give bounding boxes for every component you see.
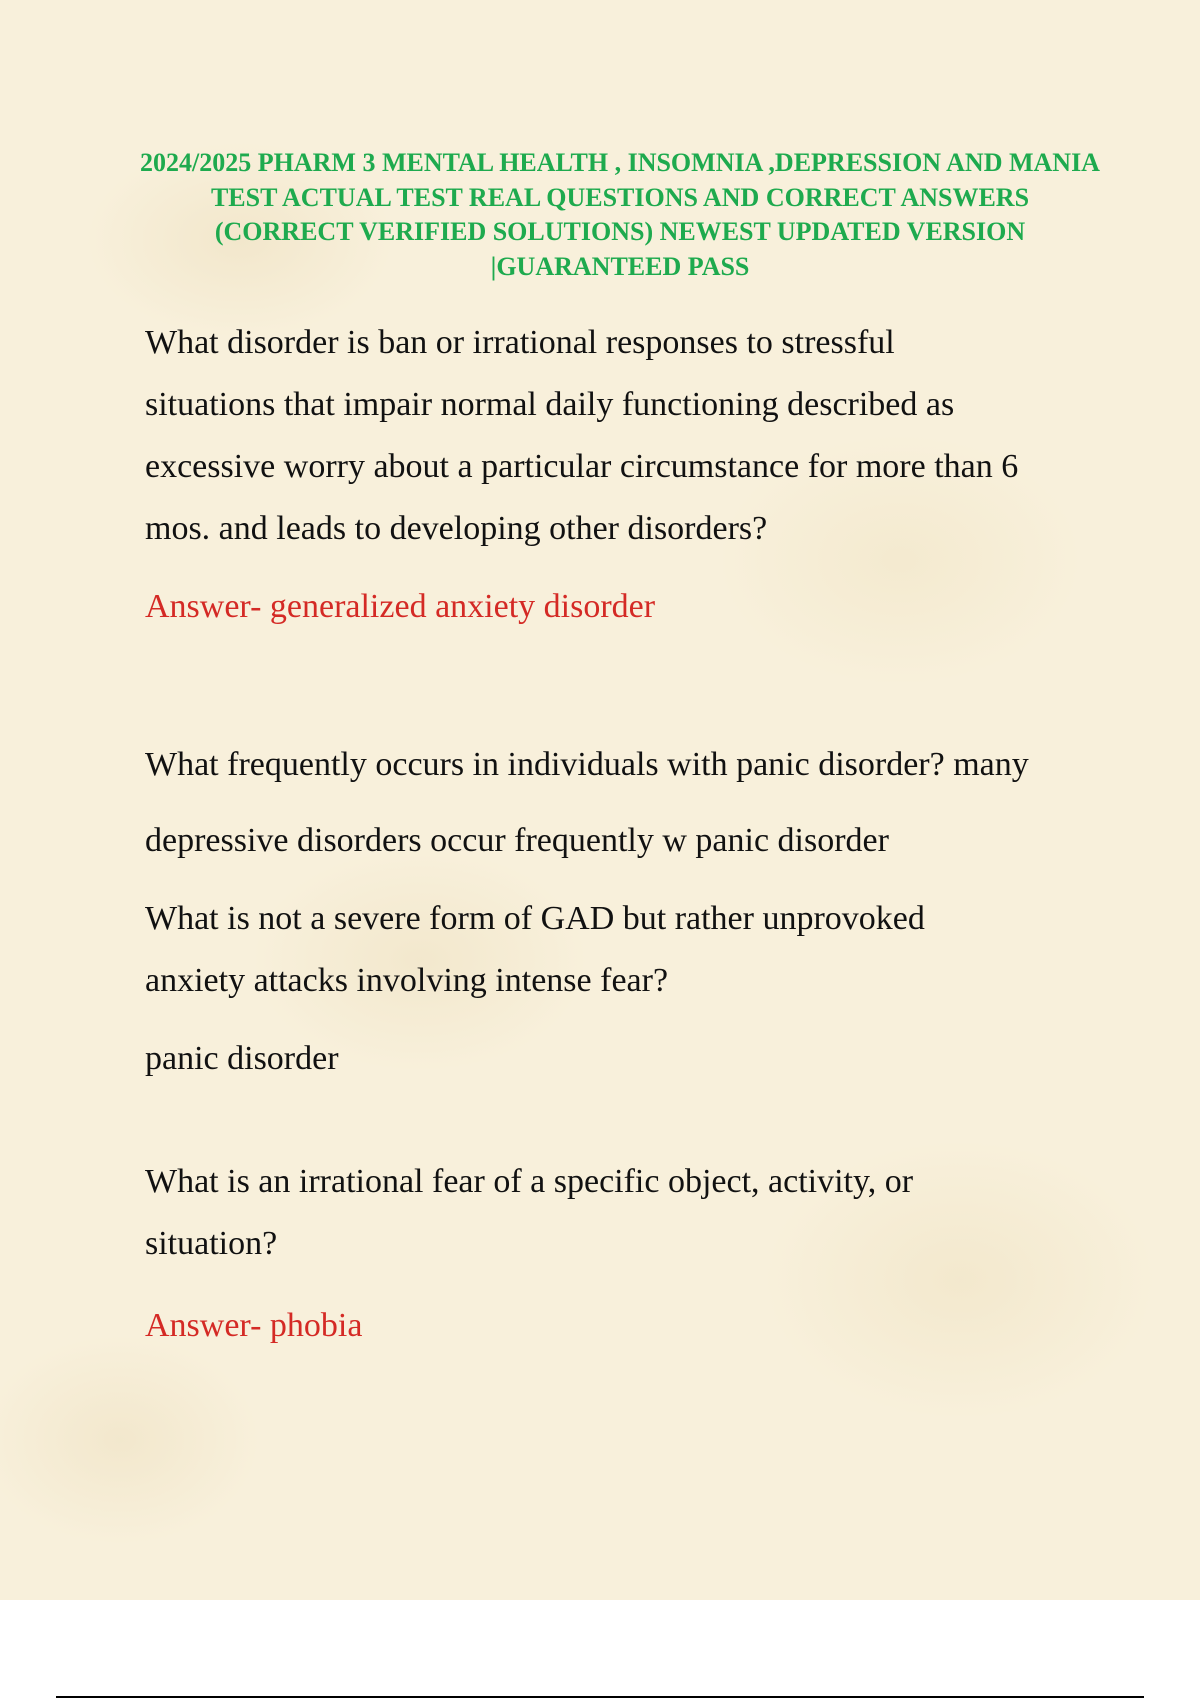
question-1-line-3: excessive worry about a particular circumstance for more than 6 — [145, 448, 1019, 485]
footer-divider — [56, 1696, 1144, 1698]
question-1-line-4: mos. and leads to developing other disorders? — [145, 510, 768, 547]
question-4-line-1: What is an irrational fear of a specific object, activity, or — [145, 1163, 914, 1200]
question-3-line-1: What is not a severe form of GAD but rather unprovoked — [145, 900, 925, 937]
answer-3: panic disorder — [145, 1040, 339, 1077]
question-3-line-2: anxiety attacks involving intense fear? — [145, 962, 669, 999]
answer-1: Answer- generalized anxiety disorder — [145, 588, 656, 625]
question-1-line-1: What disorder is ban or irrational responses to stressful — [145, 324, 895, 361]
question-4-line-2: situation? — [145, 1225, 278, 1262]
question-1-line-2: situations that impair normal daily functioning described as — [145, 386, 955, 423]
question-2-line-1: What frequently occurs in individuals with panic disorder? many — [145, 746, 1029, 783]
answer-4: Answer- phobia — [145, 1307, 363, 1344]
document-title: 2024/2025 PHARM 3 MENTAL HEALTH , INSOMNIA ,DEPRESSION AND MANIA TEST ACTUAL TEST REAL QUESTIONS AND CORRECT ANSWERS (CORRECT VERIFIED SOLUTIONS) NEWEST UPDATED VERSION |GUARANTEED PASS — [140, 148, 1100, 281]
question-2-line-2: depressive disorders occur frequently w panic disorder — [145, 822, 889, 859]
